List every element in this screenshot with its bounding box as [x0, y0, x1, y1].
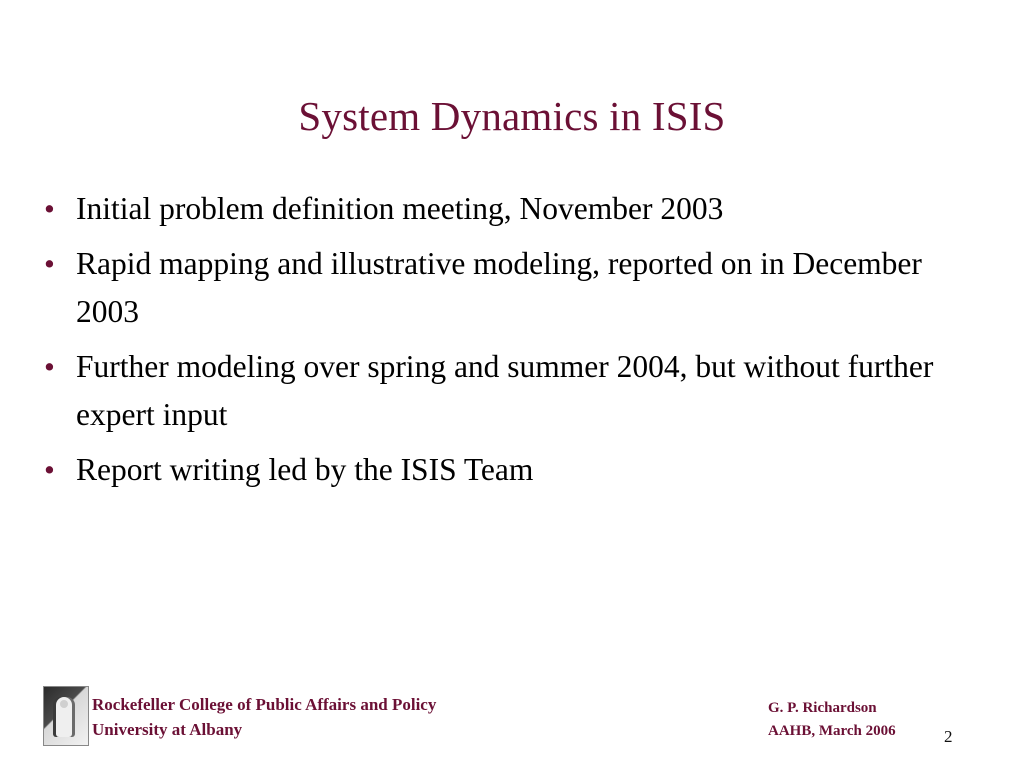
footer-credit-event: AAHB, March 2006: [768, 723, 896, 739]
list-item-text: Report writing led by the ISIS Team: [76, 452, 534, 487]
slide-number: 2: [944, 727, 953, 746]
university-seal-icon: [43, 686, 89, 746]
bullet-icon: •: [44, 246, 55, 281]
page-title: System Dynamics in ISIS: [298, 93, 726, 139]
list-item: [38, 185, 998, 233]
bullet-icon: •: [44, 191, 55, 226]
footer-organization-line1: Rockefeller College of Public Affairs and Policy: [92, 695, 437, 714]
bullet-icon: •: [44, 452, 55, 487]
bullet-icon: •: [44, 349, 55, 384]
list-item: [38, 343, 998, 439]
list-item: [38, 446, 998, 494]
footer-credit-author: G. P. Richardson: [768, 700, 877, 716]
footer-organization: [92, 692, 436, 742]
seal-figure-shape: [56, 697, 72, 737]
footer-credit: [768, 697, 896, 743]
list-item-text: Initial problem definition meeting, November 2003: [76, 191, 724, 226]
bullet-list: [38, 185, 998, 501]
list-item-text: Rapid mapping and illustrative modeling, reported on in December 2003: [76, 246, 922, 329]
list-item-text: Further modeling over spring and summer 2004, but without further expert input: [76, 349, 934, 432]
list-item: [38, 240, 998, 336]
footer-organization-line2: University at Albany: [92, 720, 243, 739]
